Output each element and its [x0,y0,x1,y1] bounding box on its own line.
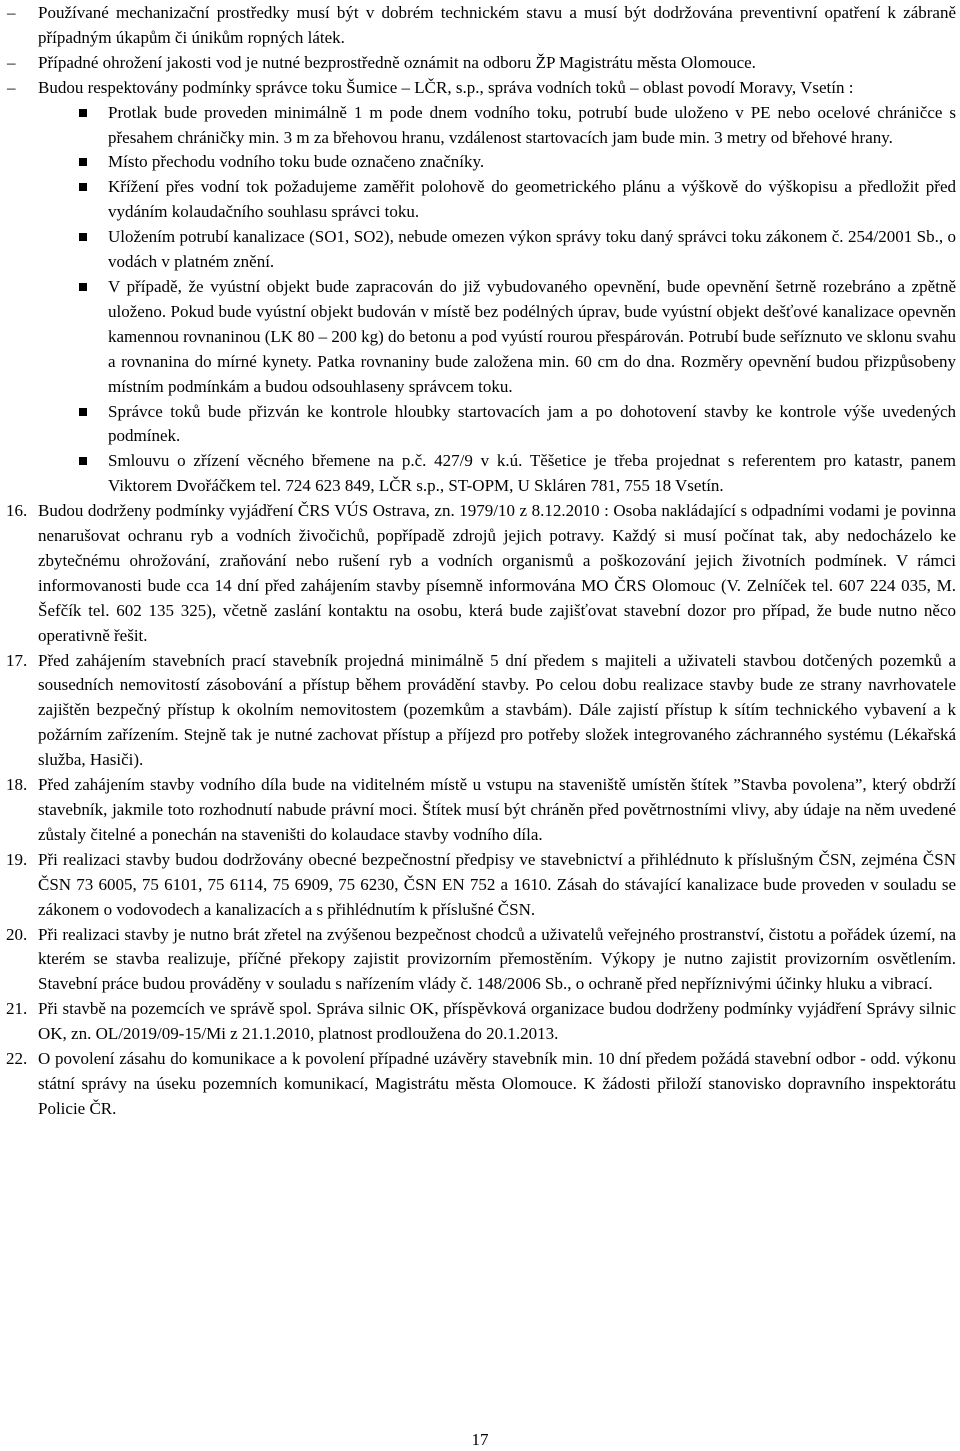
item-number: 17. [6,650,28,670]
numbered-item-text: O povolení zásahu do komunikace a k povolení případné uzávěry stavebník min. 10 dní předem požádá stavební odbor - odd. výkonu státní správy na úseku pozemních komunikací, Magistrátu města Olomouce. K žádosti přiloží stanovisko dopravního inspektorátu Policie ČR. [38,1049,956,1118]
square-bullet-icon [79,283,87,291]
square-bullet-icon [79,457,87,465]
numbered-item-21 [0,997,960,1047]
item-number: 16. [6,501,28,521]
numbered-item-20 [0,923,960,998]
bullet-item-text: Místo přechodu vodního toku bude označeno značníky. [108,152,485,172]
bullet-item-text: Správce toků bude přizván ke kontrole hloubky startovacích jam a po dohotovení stavby ke kontrole výše uvedených podmínek. [108,401,956,446]
dash-item-1 [0,1,960,51]
bullet-item-3 [0,175,960,225]
bullet-item-text: V případě, že vyústní objekt bude zapracován do již vybudovaného opevnění, bude opevnění šetrně rozebráno a zpětně uloženo. Pokud bude vyústní objekt budován v místě bez podélných úprav, bude vyústní objekt dešťové kanalizace opevněn kamennou rovnaninou (LK 80 – 200 kg) do betonu a pod vyústí rourou přespárován. Potrubí bude seříznuto ve sklonu svahu a rovnanina do mírné kynety. Patka rovnaniny bude založena min. 60 cm do dna. Rozměry opevnění budou přizpůsobeny místním podmínkám a budou odsouhlaseny správcem toku. [108,276,956,396]
numbered-item-text: Před zahájením stavebních prací stavebník projedná minimálně 5 dní předem s majiteli a uživateli stavbou dotčených pozemků a sousedních nemovitostí zásobování a přístup během provádění stavby. Po celou dobu realizace stavby bude ze strany navrhovatele zajištěn bezpečný přístup k okolním nemovitostem (pozemkům a stavbám). Dále zajistí přístup k sítím technického vybavení a k požárním zařízením. Stejně tak je nutné zachovat přístup a příjezd pro potřeby složek integrovaného záchranného systému (Lékařská služba, Hasiči). [38,650,956,770]
numbered-item-text: Při stavbě na pozemcích ve správě spol. Správa silnic OK, příspěvková organizace budou dodrženy podmínky vyjádření Správy silnic OK, zn. OL/2019/09-15/Mi z 21.1.2010, platnost prodloužena do 20.1.2013. [38,999,956,1044]
numbered-item-text: Při realizaci stavby je nutno brát zřetel na zvýšenou bezpečnost chodců a uživatelů veřejného prostranství, čistotu a pořádek území, na kterém se stavba realizuje, příčné překopy zajistit provizorním přemostěním. Výkopy je nutno zajistit provizorním osvětlením. Stavební práce budou prováděny v souladu s nařízením vlády č. 148/2006 Sb., o ochraně před nepříznivými účinky hluku a vibrací. [38,924,956,994]
item-number: 19. [6,849,28,869]
dash-mark: – [7,77,16,97]
item-number: 21. [6,999,28,1019]
numbered-item-17 [0,649,960,774]
bullet-item-4 [0,225,960,275]
item-number: 20. [6,924,28,944]
square-bullet-icon [79,158,87,166]
numbered-item-22 [0,1047,960,1122]
numbered-item-18 [0,773,960,848]
bullet-item-text: Protlak bude proveden minimálně 1 m pode dnem vodního toku, potrubí bude uloženo v PE nebo ocelové chráničce s přesahem chráničky min. 3 m za břehovou hranu, vzdálenost startovacích jam bude min. 3 metry od břehové hrany. [108,102,956,147]
dash-mark: – [7,3,16,22]
bullet-item-text: Křížení přes vodní tok požadujeme zaměřit polohově do geometrického plánu a výškově do výškopisu a předložit před vydáním kolaudačního souhlasu správci toku. [108,177,956,222]
item-number: 18. [6,775,28,795]
dash-item-text: Budou respektovány podmínky správce toku Šumice – LČR, s.p., správa vodních toků – oblast povodí Moravy, Vsetín : [38,77,854,97]
numbered-item-text: Při realizaci stavby budou dodržovány obecné bezpečnostní předpisy ve stavebnictví a přihlédnuto k příslušným ČSN, zejména ČSN ČSN 73 6005, 75 6101, 75 6114, 75 6909, 75 6230, ČSN EN 752 a 1610. Zásah do stávající kanalizace bude proveden v souladu se zákonem o vodovodech a kanalizacích a s přihlédnutím k příslušné ČSN. [38,849,956,919]
dash-item-text: Používané mechanizační prostředky musí být v dobrém technickém stavu a musí být dodržována preventivní opatření k zábraně případným úkapům či únikům ropných látek. [38,3,956,47]
bullet-item-6 [0,400,960,450]
bullet-item-text: Uložením potrubí kanalizace (SO1, SO2), nebude omezen výkon správy toku daný správci toku zákonem č. 254/2001 Sb., o vodách v platném znění. [108,227,956,272]
square-bullet-icon [79,233,87,241]
document-body [0,1,960,1122]
bullet-item-text: Smlouvu o zřízení věcného břemene na p.č. 427/9 v k.ú. Těšetice je třeba projednat s referentem pro katastr, panem Viktorem Dvořáčkem tel. 724 623 849, LČR s.p., ST-OPM, U Skláren 781, 755 18 Vsetín. [108,451,956,496]
bullet-item-1 [0,101,960,151]
square-bullet-icon [79,408,87,416]
bullet-item-2 [0,150,960,175]
square-bullet-icon [79,183,87,191]
square-bullet-icon [79,109,87,117]
page-number: 17 [471,1430,489,1449]
dash-item-text: Případné ohrožení jakosti vod je nutné bezprostředně oznámit na odboru ŽP Magistrátu města Olomouce. [38,52,756,72]
numbered-item-19 [0,848,960,923]
item-number: 22. [6,1049,28,1069]
numbered-item-text: Před zahájením stavby vodního díla bude na viditelném místě u vstupu na staveniště umístěn štítek ”Stavba povolena”, který obdrží stavebník, jakmile toto rozhodnutí nabude právní moci. Štítek musí být chráněn před povětrnostními vlivy, aby údaje na něm uvedené zůstaly čitelné a ponechán na staveništi do kolaudace stavby vodního díla. [38,775,956,844]
numbered-item-16 [0,499,960,648]
dash-item-3 [0,76,960,101]
dash-item-2 [0,51,960,76]
numbered-item-text: Budou dodrženy podmínky vyjádření ČRS VÚS Ostrava, zn. 1979/10 z 8.12.2010 : Osoba nakládající s odpadními vodami je povinna nenarušovat ochranu ryb a vodních živočichů, popřípadě zdrojů jejich potravy. Každý si musí počínat tak, aby nedocházelo ke zbytečnému ohrožování, zraňování nebo rušení ryb a vodních organismů a poškozování jejich životních podmínek. V rámci informovanosti bude cca 14 dní před zahájením stavby písemně informována MO ČRS Olomouc (V. Zelníček tel. 607 224 035, M. Šefčík tel. 602 135 325), včetně zaslání kontaktu na osobu, která bude zajišťovat stavební dozor pro případ, že bude nutno něco operativně řešit. [38,501,956,645]
bullet-item-7 [0,449,960,499]
bullet-item-5 [0,275,960,400]
dash-mark: – [7,52,16,72]
